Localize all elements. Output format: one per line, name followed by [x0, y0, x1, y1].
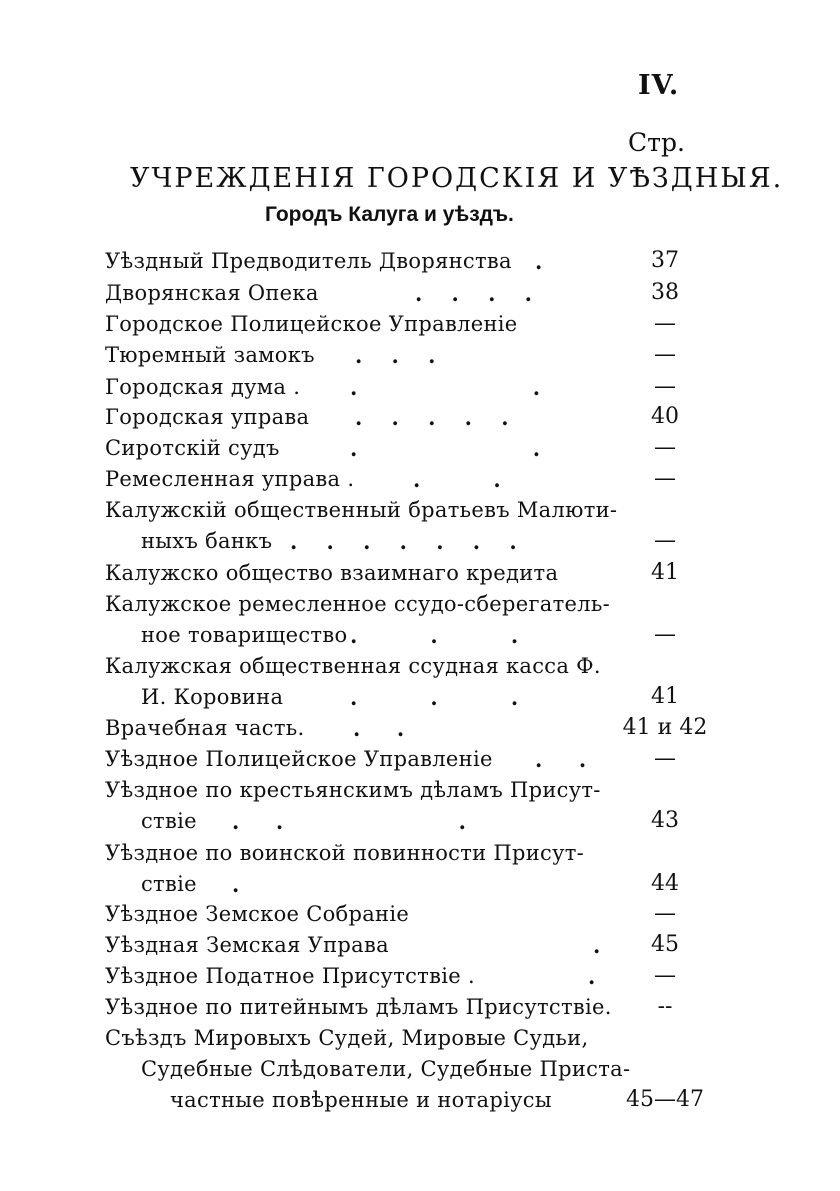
toc-entry-text: Городская управа — [105, 405, 310, 429]
toc-entry-leader-dots: . — [535, 249, 543, 274]
toc-entry-text: Калужское ремесленное ссудо-сберегатель- — [105, 592, 611, 616]
toc-entry-text: ныхъ банкъ — [141, 529, 273, 553]
toc-entry-leader-dots: . . . — [350, 685, 519, 710]
toc-entry-page: 45 — [651, 932, 679, 957]
toc-entry-page: 41 — [651, 560, 679, 585]
toc-entry-page: 41 — [651, 684, 679, 709]
toc-entry-text: Врачебная часть. — [105, 716, 305, 740]
toc-entry-page: 41 и 42 — [622, 715, 708, 740]
toc-entry-page: -- — [657, 994, 673, 1019]
toc-entry-leader-dots: . . . . . — [355, 405, 509, 430]
toc-entry-page: — — [654, 342, 676, 367]
toc-entry-text: Калужская общественная ссудная касса Ф. — [105, 654, 601, 678]
toc-entry-leader-dots: . — [232, 872, 240, 897]
toc-entry-text: Уѣздное по воинской повинности Присут- — [105, 841, 585, 865]
toc-entry-text: ное товарищество — [141, 623, 348, 647]
toc-entry-text: Калужскій общественный братьевъ Малюти- — [105, 498, 618, 522]
page-number: IV. — [638, 70, 680, 101]
toc-entry-text: ствіе — [141, 872, 197, 896]
toc-entry-page: — — [654, 435, 676, 460]
toc-entry-page: — — [654, 622, 676, 647]
toc-entry-text: Уѣздное Полицейское Управленіе — [105, 747, 493, 771]
toc-entry-text: Съѣздъ Мировыхъ Судей, Мировые Судьи, — [105, 1026, 589, 1050]
toc-entry-text: частные повѣренные и нотаріусы — [170, 1088, 552, 1112]
toc-entry-page: 38 — [651, 280, 679, 305]
toc-entry-leader-dots: . . — [413, 467, 501, 492]
toc-entry-text: Уѣздное по крестьянскимъ дѣламъ Присут- — [105, 778, 601, 802]
toc-entry-leader-dots: . . . — [355, 343, 436, 368]
section-title: УЧРЕЖДЕНІЯ ГОРОДСКІЯ И УѢЗДНЫЯ. — [130, 163, 784, 194]
toc-entry-text: ствіе — [141, 809, 197, 833]
toc-entry-leader-dots: . . — [535, 747, 587, 772]
toc-entry-text: Уѣздный Предводитель Дворянства — [105, 249, 512, 273]
toc-entry-leader-dots: . — [588, 964, 596, 989]
toc-entry-text: Дворянская Опека — [105, 281, 319, 305]
toc-entry-text: И. Коровина — [141, 685, 284, 709]
toc-entry-page: — — [654, 466, 676, 491]
toc-entry-text: Судебные Слѣдователи, Судебные Приста- — [141, 1057, 631, 1081]
toc-entry-text: Ремесленная управа . — [105, 467, 355, 491]
toc-entry-text: Уѣздное по питейнымъ дѣламъ Присутствіе. — [105, 995, 612, 1019]
toc-entry-leader-dots: . . — [353, 716, 405, 741]
toc-entry-page: — — [654, 528, 676, 553]
toc-entry-page: 44 — [651, 871, 679, 896]
toc-entry-page: — — [654, 311, 676, 336]
toc-entry-page: — — [654, 963, 676, 988]
toc-entry-text: Уѣздная Земская Управа — [105, 933, 389, 957]
toc-entry-page: — — [654, 901, 676, 926]
toc-entry-leader-dots: . . . . . . . — [290, 529, 517, 554]
toc-entry-page: 37 — [651, 248, 679, 273]
toc-entry-text: Калужско общество взаимнаго кредита — [105, 561, 559, 585]
toc-entry-text: Сиротскій судъ — [105, 436, 280, 460]
toc-entry-page: 43 — [651, 808, 679, 833]
toc-entry-leader-dots: . . — [350, 375, 541, 400]
toc-entry-text: Городское Полицейское Управленіе — [105, 312, 518, 336]
subtitle: Городъ Калуга и уѣздъ. — [265, 203, 514, 226]
toc-entry-leader-dots: . — [593, 933, 601, 958]
toc-entry-leader-dots: . . . — [232, 809, 466, 834]
toc-entry-page: — — [654, 374, 676, 399]
toc-entry-leader-dots: . . . . — [415, 281, 532, 306]
toc-entry-page: 45—47 — [626, 1087, 704, 1112]
page-column-label: Стр. — [628, 128, 685, 157]
toc-entry-text: Уѣздное Податное Присутствіе . — [105, 964, 475, 988]
toc-entry-text: Тюремный замокъ — [105, 343, 315, 367]
toc-entry-page: 40 — [651, 404, 679, 429]
toc-entry-page: — — [654, 746, 676, 771]
toc-entry-leader-dots: . . . — [350, 623, 519, 648]
toc-entry-text: Уѣздное Земское Собраніе — [105, 902, 410, 926]
toc-entry-leader-dots: . . — [350, 436, 541, 461]
toc-entry-text: Городская дума . — [105, 375, 301, 399]
